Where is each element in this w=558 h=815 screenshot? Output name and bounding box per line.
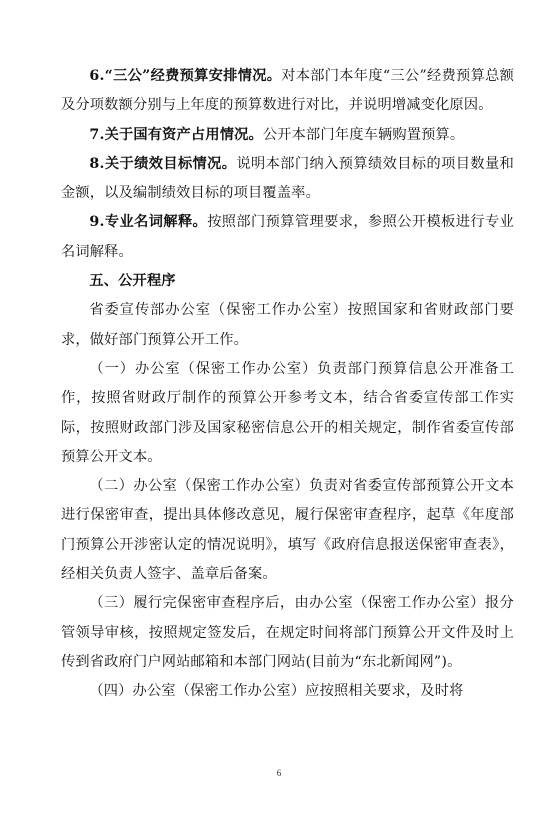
paragraph-item-6 (61, 62, 514, 121)
paragraph-item-7 (61, 121, 514, 150)
paragraph-text: 按照部门预算管理要求，参照公开模板进行专业名词解释。 (61, 214, 514, 260)
paragraph-item-8 (61, 150, 514, 209)
paragraph-lead: 8.关于绩效目标情况。 (89, 155, 237, 172)
paragraph-item-9 (61, 208, 514, 267)
procedure-step-3-paragraph: （三）履行完保密审查程序后，由办公室（保密工作办公室）报分管领导审核，按照规定签发后，在规定时间将部门预算公开文件及时上传到省政府门户网站邮箱和本部门网站(目前为“东北新闻网”)。 (61, 595, 514, 670)
page-body (61, 62, 514, 707)
paragraph-text: 公开本部门年度车辆购置预算。 (262, 126, 465, 143)
paragraph-text: 对本部门本年度“三公”经费预算总额及分项数额分别与上年度的预算数进行对比，并说明增减变化原因。 (61, 68, 514, 114)
section-heading: 五、公开程序 (89, 273, 176, 290)
procedure-step-2-paragraph: （二）办公室（保密工作办公室）负责对省委宣传部预算公开文本进行保密审查，提出具体修改意见，履行保密审查程序，起草《年度部门预算公开涉密认定的情况说明》，填写《政府信息报送保密审查表》，经相关负责人签字、盖章后备案。 (61, 478, 514, 583)
paragraph-lead: 7.关于国有资产占用情况。 (89, 126, 263, 143)
procedure-intro-paragraph: 省委宣传部办公室（保密工作办公室）按照国家和省财政部门要求，做好部门预算公开工作。 (61, 302, 514, 348)
page-number: 6 (276, 768, 282, 778)
procedure-step-1-paragraph: （一）办公室（保密工作办公室）负责部门预算信息公开准备工作，按照省财政厅制作的预算公开参考文本，结合省委宣传部工作实际，按照财政部门涉及国家秘密信息公开的相关规定，制作省委宣传部预算公开文本。 (61, 360, 514, 465)
procedure-step-4-paragraph: （四）办公室（保密工作办公室）应按照相关要求，及时将 (89, 683, 464, 700)
paragraph-lead: 9.专业名词解释。 (89, 214, 208, 231)
paragraph-lead: 6.“三公”经费预算安排情况。 (89, 68, 282, 84)
paragraph-text: 说明本部门纳入预算绩效目标的项目数量和金额，以及编制绩效目标的项目覆盖率。 (61, 155, 515, 202)
